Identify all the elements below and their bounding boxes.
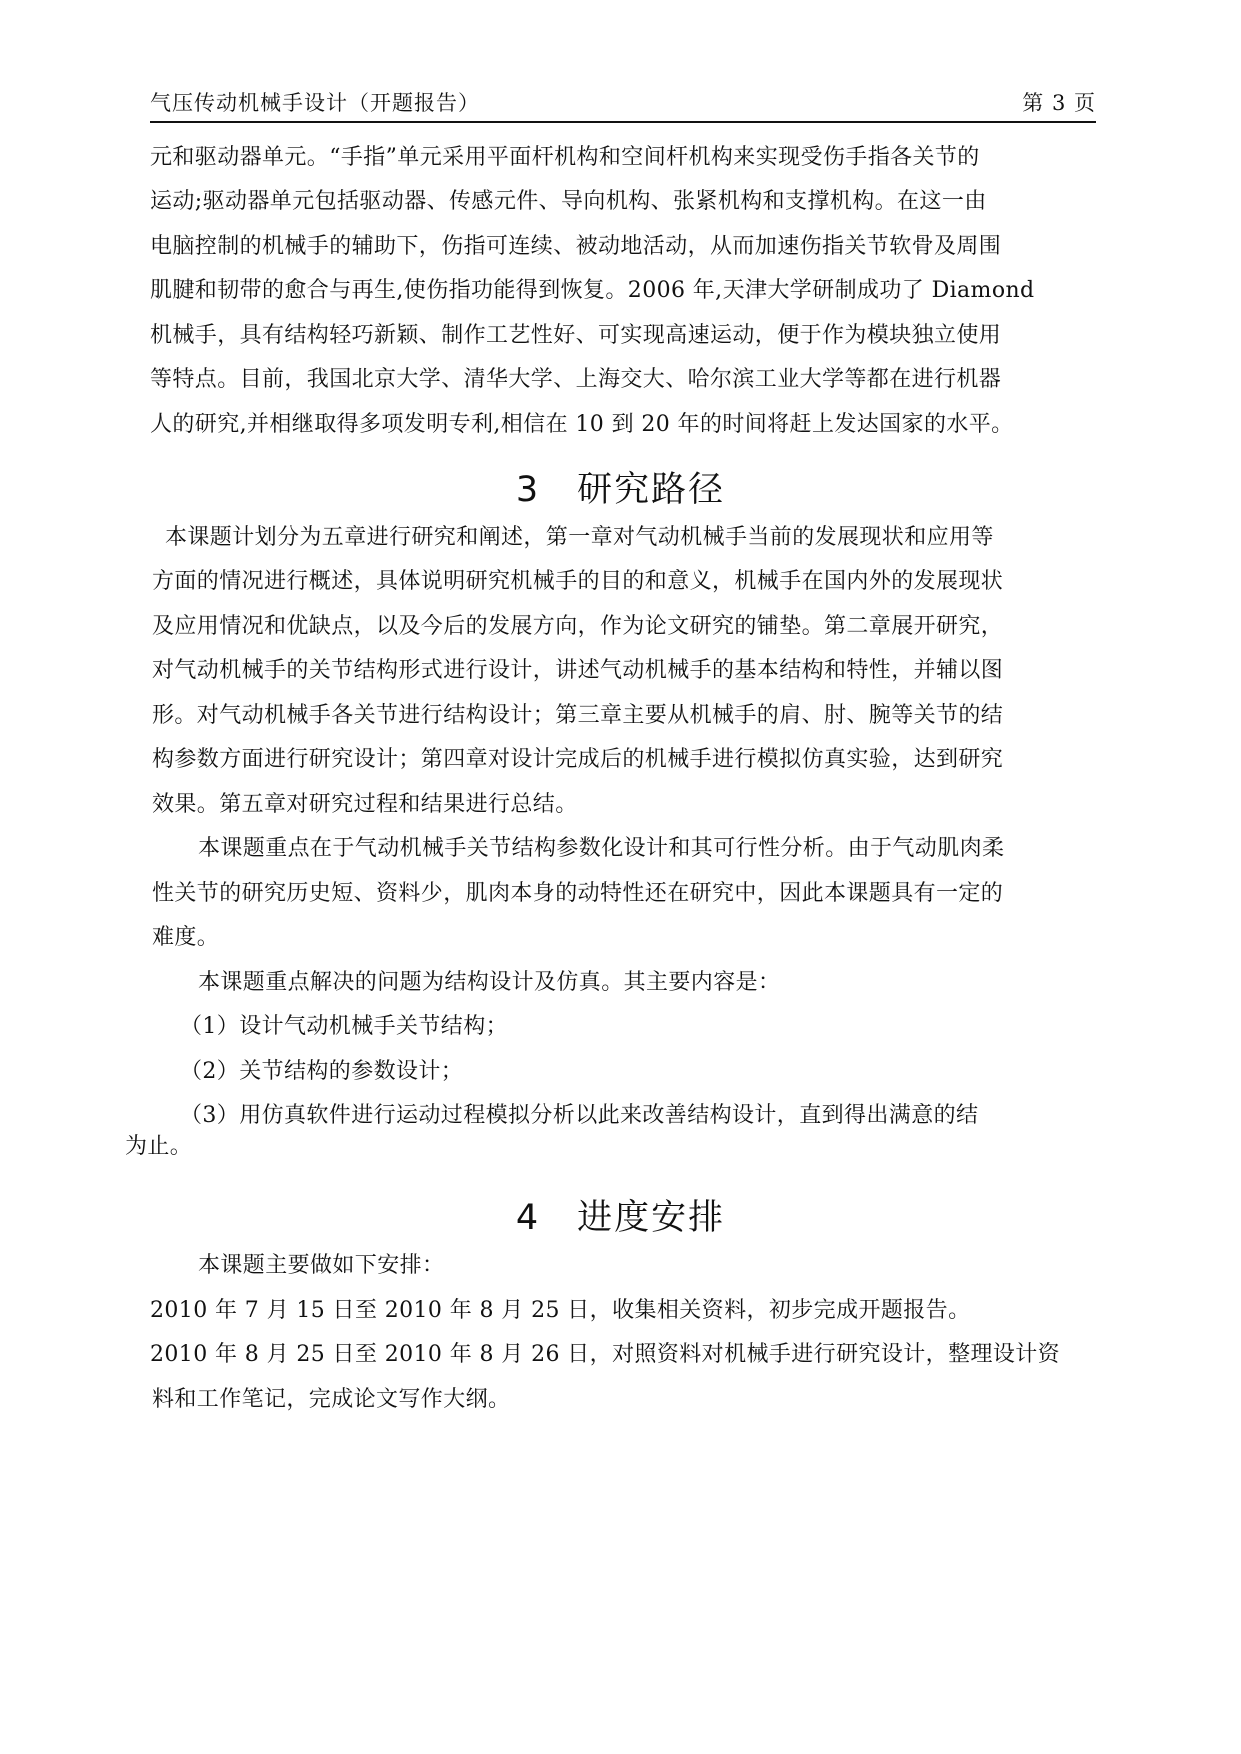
schedule-item: 2010 年 7 月 15 日至 2010 年 8 月 25 日，收集相关资料，初步完成开题报告。: [150, 1298, 971, 1323]
text-line: 性关节的研究历史短、资料少，肌肉本身的动特性还在研究中，因此本课题具有一定的: [152, 881, 1004, 906]
text-line: 运动;驱动器单元包括驱动器、传感元件、导向机构、张紧机构和支撑机构。在这一由: [150, 189, 987, 214]
text-line: 形。对气动机械手各关节进行结构设计；第三章主要从机械手的肩、肘、腕等关节的结: [152, 703, 1004, 728]
text-line: 2010 年 8 月 25 日至 2010 年 8 月 26 日，对照资料对机械手进行研究设计，整理设计资: [150, 1342, 1061, 1367]
section-heading-research-path: 3 研究路径: [515, 470, 726, 510]
text-line: 及应用情况和优缺点，以及今后的发展方向，作为论文研究的铺垫。第二章展开研究，: [152, 614, 1004, 639]
text-line: 电脑控制的机械手的辅助下，伤指可连续、被动地活动，从而加速伤指关节软骨及周围: [150, 234, 1002, 259]
list-item: （2）关节结构的参数设计；: [180, 1059, 464, 1084]
text-line: 方面的情况进行概述，具体说明研究机械手的目的和意义，机械手在国内外的发展现状: [152, 569, 1004, 594]
document-title: 气压传动机械手设计（开题报告）: [150, 91, 480, 115]
list-item: （1）设计气动机械手关节结构；: [180, 1014, 508, 1039]
text-line: 等特点。目前，我国北京大学、清华大学、上海交大、哈尔滨工业大学等都在进行机器: [150, 367, 1002, 392]
text-line: 难度。: [152, 925, 220, 950]
text-line: 构参数方面进行研究设计；第四章对设计完成后的机械手进行模拟仿真实验，达到研究: [152, 747, 1004, 772]
text-line: 机械手，具有结构轻巧新颖、制作工艺性好、可实现高速运动，便于作为模块独立使用: [150, 323, 1002, 348]
text-line: 本课题重点在于气动机械手关节结构参数化设计和其可行性分析。由于气动肌肉柔: [198, 836, 1005, 861]
page-header: [150, 88, 1096, 124]
text-line: 元和驱动器单元。“手指”单元采用平面杆机构和空间杆机构来实现受伤手指各关节的: [150, 145, 980, 170]
section3-paragraph-3: 本课题重点解决的问题为结构设计及仿真。其主要内容是：: [198, 970, 781, 995]
page-number: 第 3 页: [1022, 91, 1096, 115]
text-line: 料和工作笔记，完成论文写作大纲。: [152, 1387, 511, 1412]
text-line: 效果。第五章对研究过程和结果进行总结。: [152, 792, 578, 817]
text-line: 肌腱和韧带的愈合与再生,使伤指功能得到恢复。2006 年,天津大学研制成功了 Diamond: [150, 278, 1035, 303]
text-line: 对气动机械手的关节结构形式进行设计，讲述气动机械手的基本结构和特性，并辅以图: [152, 658, 1004, 683]
text-line: 人的研究,并相继取得多项发明专利,相信在 10 到 20 年的时间将赶上发达国家的水平。: [150, 412, 1014, 437]
text-line: 本课题计划分为五章进行研究和阐述，第一章对气动机械手当前的发展现状和应用等: [165, 525, 994, 550]
header-divider: [150, 121, 1096, 123]
section-heading-schedule: 4 进度安排: [515, 1198, 726, 1238]
list-item: （3）用仿真软件进行运动过程模拟分析以此来改善结构设计，直到得出满意的结: [180, 1103, 979, 1128]
schedule-intro: 本课题主要做如下安排：: [198, 1253, 445, 1278]
list-item-continuation: 为止。: [125, 1134, 193, 1159]
